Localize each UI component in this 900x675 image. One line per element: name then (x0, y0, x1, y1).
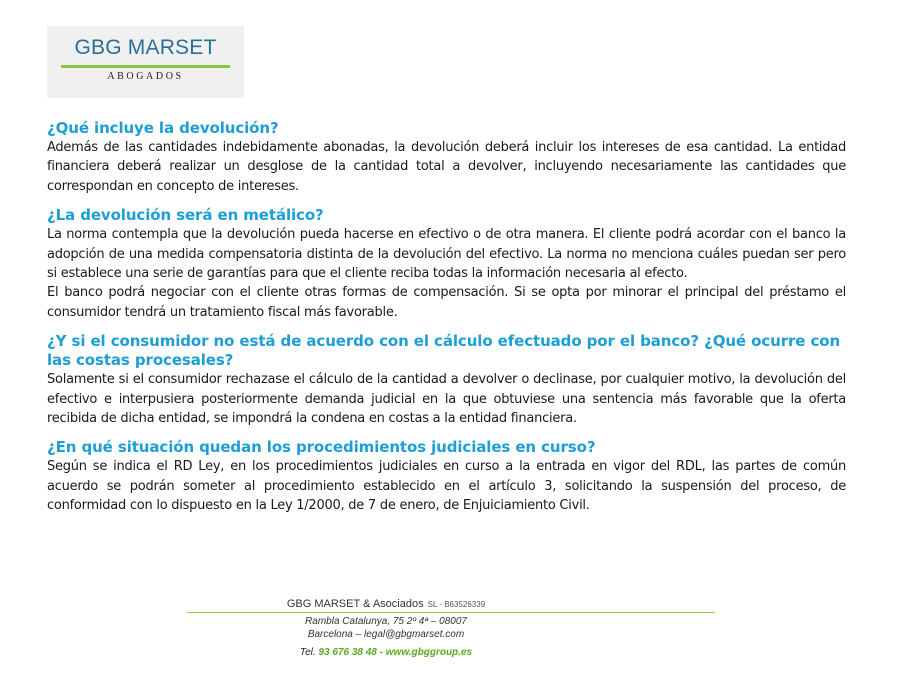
logo-subtitle: ABOGADOS (107, 71, 184, 82)
faq-answer: Solamente si el consumidor rechazase el cálculo de la cantidad a devolver o declinase, por cualquier motivo, la devolución del efectivo e interpusiera posteriormente demanda judicial en la que obtuviese una sentencia más favorable que la oferta recibida de dicha entidad, se impondrá la condena en costas a la entidad financiera. (47, 372, 846, 427)
logo-divider (61, 65, 230, 68)
faq-section (47, 438, 846, 515)
faq-section (47, 119, 846, 196)
footer-address-line1: Rambla Catalunya, 75 2º 4ª – 08007 (305, 616, 467, 627)
page-footer (187, 597, 715, 660)
faq-answer: Según se indica el RD Ley, en los procedimientos judiciales en curso a la entrada en vigor del RDL, las partes de común acuerdo se podrán someter al procedimiento establecido en el artículo 3, solicitando la suspensión del proceso, de conformidad con lo dispuesto en la Ley 1/2000, de 7 de enero, de Enjuiciamiento Civil. (47, 459, 846, 514)
faq-answer: La norma contempla que la devolución pueda hacerse en efectivo o de otra manera. El cliente podrá acordar con el banco la adopción de una medida compensatoria distinta de la devolución del efectivo. La norma no menciona cuáles puedan ser pero si establece una serie de garantías para que el cliente reciba todas la información necesaria al efecto. (47, 227, 846, 282)
footer-company-name: GBG MARSET & Asociados (286, 598, 424, 610)
footer-contact (57, 646, 715, 660)
logo-name: GBG MARSET (74, 36, 217, 59)
faq-question: ¿En qué situación quedan los procedimientos judiciales en curso? (47, 438, 596, 457)
faq-question: ¿Qué incluye la devolución? (47, 119, 279, 137)
company-logo (47, 26, 244, 98)
footer-company-line (57, 597, 715, 612)
footer-tel-label: Tel. (299, 647, 316, 658)
faq-section (47, 332, 846, 428)
footer-cif: SL - B63526339 (427, 600, 486, 609)
footer-phone[interactable]: 93 676 38 48 (318, 647, 377, 658)
footer-divider (187, 612, 715, 613)
footer-address-line2: Barcelona – legal@gbgmarset.com (307, 629, 465, 640)
footer-separator: - (379, 647, 383, 658)
faq-section (47, 206, 846, 322)
faq-answer: Además de las cantidades indebidamente abonadas, la devolución deberá incluir los intereses de esa cantidad. La entidad financiera deberá realizar un desglose de la cantidad total a devolver, incluyendo necesariamente las cantidades que correspondan en concepto de intereses. (47, 140, 846, 194)
faq-question: ¿Y si el consumidor no está de acuerdo con el cálculo efectuado por el banco? ¿Qué ocurre con las costas procesales? (47, 332, 841, 370)
footer-address (57, 615, 715, 641)
faq-question: ¿La devolución será en metálico? (47, 206, 324, 225)
faq-answer: El banco podrá negociar con el cliente otras formas de compensación. Si se opta por minorar el principal del préstamo el consumidor tendrá un tratamiento fiscal más favorable. (47, 285, 846, 320)
footer-website-link[interactable]: www.gbggroup.es (385, 647, 473, 658)
document-body (47, 119, 846, 526)
